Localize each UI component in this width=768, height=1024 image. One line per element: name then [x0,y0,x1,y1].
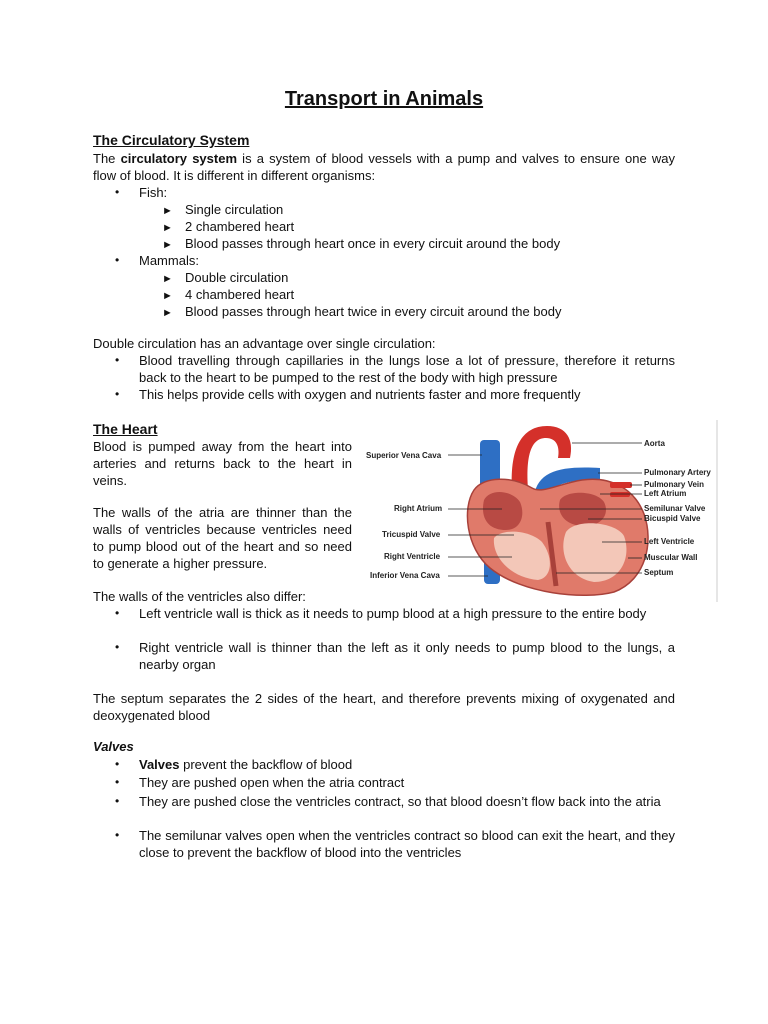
walls-intro: The walls of the ventricles also differ: [93,589,306,604]
label-aorta: Aorta [644,439,665,448]
label-left-ventricle: Left Ventricle [644,537,695,546]
page-title: Transport in Animals [284,88,484,110]
list-item: • Left ventricle wall is thick as it needs to pump blood at a high pressure to the entire body [115,606,647,621]
list-item: ► Double circulation [162,270,289,285]
heart-diagram [362,418,718,604]
label-inferior-vena-cava: Inferior Vena Cava [370,571,440,580]
heart-heading: The Heart [93,421,158,437]
list-item: ► Blood passes through heart once in every circuit around the body [162,236,561,251]
label-right-ventricle: Right Ventricle [384,552,441,561]
heart-para-2: The walls of the atria are thinner than the walls of ventricles because ventricles need to pump blood out of the heart and so need to generate a higher pressure. [93,505,352,571]
heart-para-1: Blood is pumped away from the heart into arteries and returns back to the heart in veins. [93,439,352,488]
label-pulmonary-artery: Pulmonary Artery [644,468,711,477]
pulmonary-vein-shape-2 [610,492,630,497]
list-item: ► Blood passes through heart twice in every circuit around the body [162,304,562,319]
list-item: • Valves prevent the backflow of blood [115,757,353,772]
list-item: ► Single circulation [162,202,284,217]
label-tricuspid-valve: Tricuspid Valve [382,530,441,539]
label-left-atrium: Left Atrium [644,489,687,498]
valves-heading: Valves [93,739,134,754]
circulatory-heading: The Circulatory System [93,132,250,148]
list-item: ► 2 chambered heart [162,219,295,234]
label-right-atrium: Right Atrium [394,504,443,513]
circulatory-intro: The circulatory system is a system of blood vessels with a pump and valves to ensure one way flow of blood. It is different in different organisms: [93,151,675,183]
list-item: • Mammals: [115,253,199,268]
advantage-intro: Double circulation has an advantage over single circulation: [93,336,436,351]
list-item: • They are pushed open when the atria contract [115,775,405,790]
list-item: • The semilunar valves open when the ventricles contract so blood can exit the heart, and they close to prevent the backflow of blood into the ventricles [115,828,675,860]
label-bicuspid-valve: Bicuspid Valve [644,514,701,523]
list-item: • Fish: [115,185,168,200]
septum-para: The septum separates the 2 sides of the heart, and therefore prevents mixing of oxygenated and deoxygenated blood [93,691,675,723]
pulmonary-vein-shape [610,482,632,488]
list-item: ► 4 chambered heart [162,287,295,302]
list-item: • They are pushed close the ventricles contract, so that blood doesn’t flow back into the atria [115,794,661,809]
list-item: • This helps provide cells with oxygen and nutrients faster and more frequently [115,387,581,402]
label-pulmonary-vein: Pulmonary Vein [644,480,705,489]
list-item: • Blood travelling through capillaries in the lungs lose a lot of pressure, therefore it returns back to the heart to be pumped to the rest of the body with high pressure [115,353,675,385]
label-semilunar-valve: Semilunar Valve [644,504,706,513]
label-muscular-wall: Muscular Wall [644,553,698,562]
label-superior-vena-cava: Superior Vena Cava [366,451,442,460]
list-item: • Right ventricle wall is thinner than the left as it only needs to pump blood to the lungs, a nearby organ [115,640,675,672]
label-septum: Septum [644,568,674,577]
